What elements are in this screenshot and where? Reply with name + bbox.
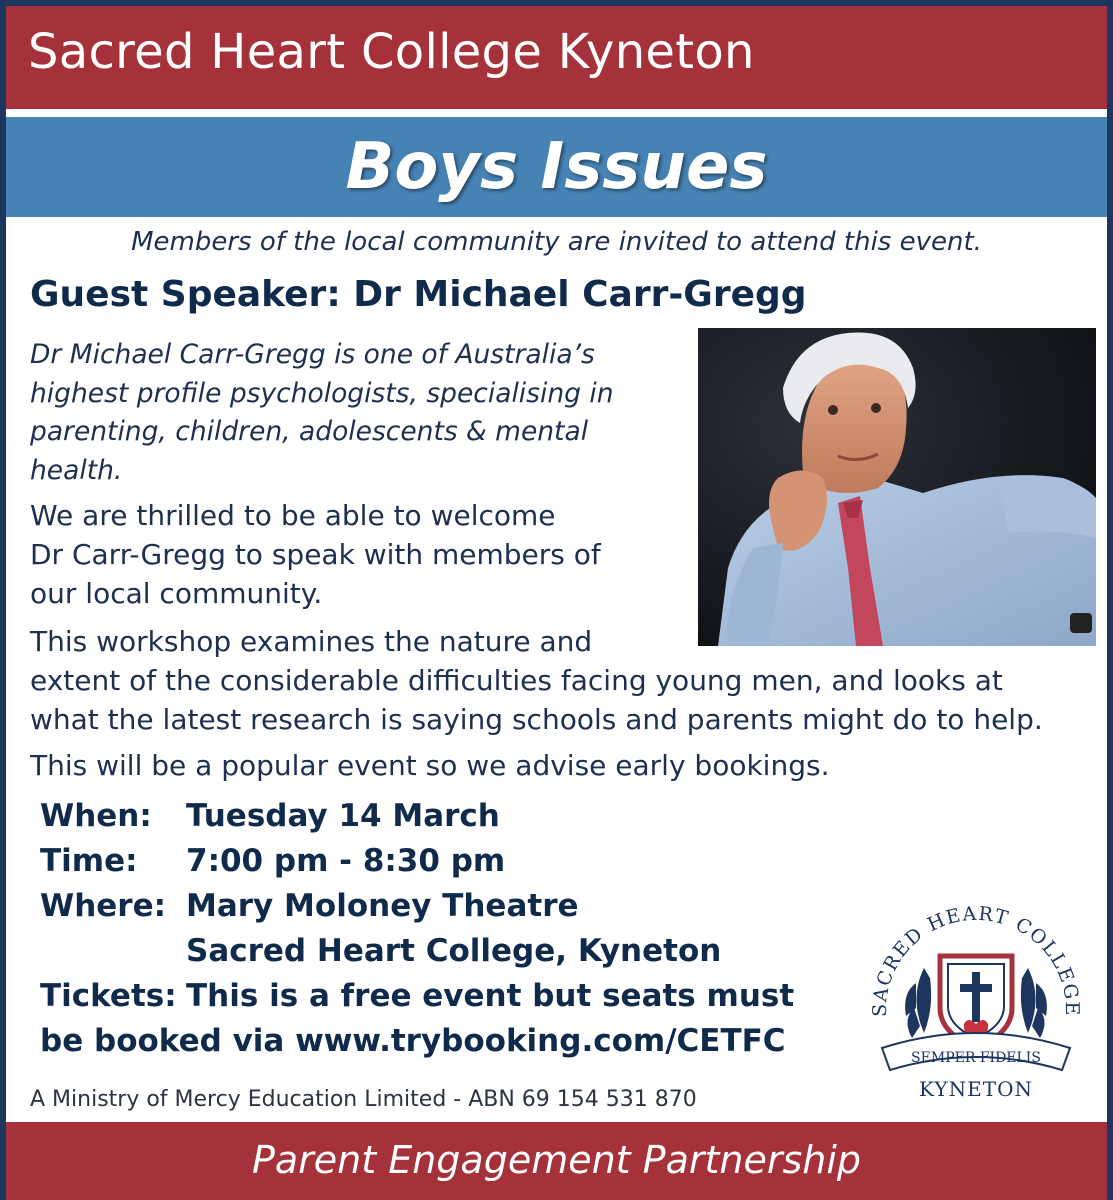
booking-advice: This will be a popular event so we advise early bookings. (30, 749, 830, 782)
time-label: Time: (40, 843, 138, 879)
where-value: Mary Moloney Theatre (186, 888, 579, 924)
bio-line: highest profile psychologists, specialising in (30, 377, 614, 409)
school-name: Sacred Heart College Kyneton (28, 24, 755, 80)
invitation-text: Members of the local community are invited to attend this event. (131, 227, 982, 257)
abn-note: A Ministry of Mercy Education Limited - ABN 69 154 531 870 (30, 1087, 697, 1112)
welcome-paragraph (30, 496, 670, 613)
guest-speaker-heading: Guest Speaker: Dr Michael Carr-Gregg (30, 274, 807, 315)
banner-divider (6, 109, 1107, 117)
bio-line: health. (30, 454, 123, 486)
bio-line: Dr Michael Carr-Gregg is one of Australia’s (30, 339, 595, 370)
where-value-2: Sacred Heart College, Kyneton (186, 933, 722, 969)
speaker-bio (30, 336, 670, 490)
time-value: 7:00 pm - 8:30 pm (186, 843, 506, 879)
when-label: When: (40, 798, 152, 834)
welcome-line: Dr Carr-Gregg to speak with members of (30, 538, 601, 571)
crest-motto: SEMPER FIDELIS (911, 1050, 1041, 1066)
workshop-line: what the latest research is saying schools and parents might do to help. (30, 703, 1043, 736)
where-label: Where: (40, 888, 166, 924)
workshop-line: extent of the considerable difficulties facing young men, and looks at (30, 664, 1003, 697)
when-value: Tuesday 14 March (186, 798, 500, 834)
event-title: Boys Issues (345, 130, 768, 204)
tickets-value: This is a free event but seats must (186, 978, 795, 1014)
workshop-line: This workshop examines the nature and (30, 625, 593, 658)
bottom-banner (6, 1122, 1107, 1200)
bio-line: parenting, children, adolescents & mental (30, 416, 589, 447)
school-crest-icon (864, 898, 1088, 1108)
tickets-label: Tickets: (40, 978, 177, 1014)
speaker-portrait-icon (698, 328, 1096, 646)
welcome-line: our local community. (30, 577, 323, 610)
event-title-banner (6, 117, 1107, 217)
booking-link-text: be booked via www.trybooking.com/CETFC (40, 1023, 786, 1059)
speaker-photo (698, 328, 1096, 646)
top-banner (6, 6, 1107, 109)
crest-place: KYNETON (919, 1077, 1033, 1101)
program-tagline: Parent Engagement Partnership (251, 1138, 862, 1182)
school-crest (864, 898, 1088, 1108)
crest-arc-text: SACRED HEART COLLEGE (868, 902, 1084, 1017)
welcome-line: We are thrilled to be able to welcome (30, 499, 556, 532)
